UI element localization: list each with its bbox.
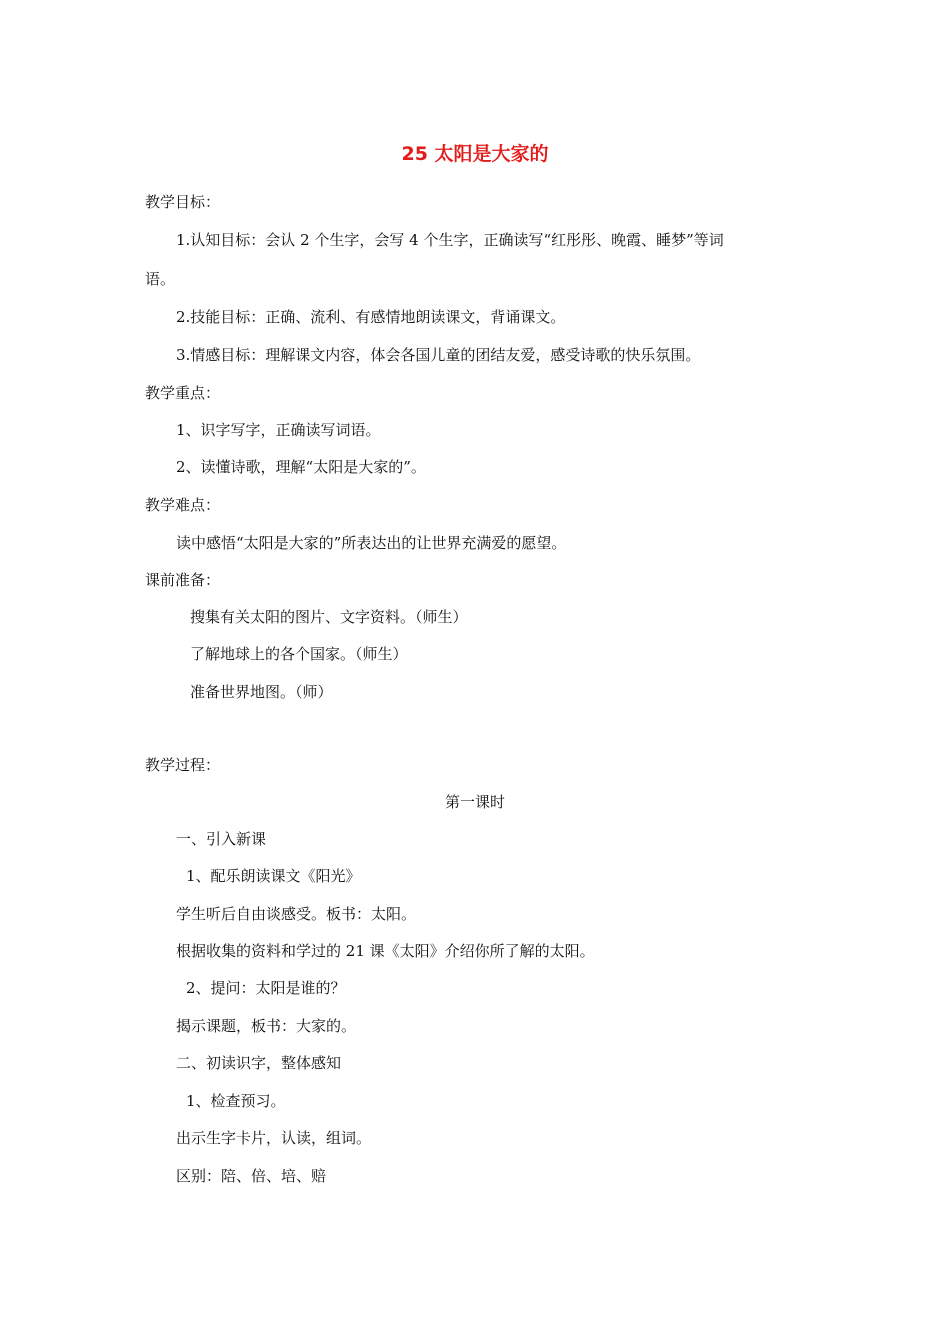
difficulty-heading: 教学难点： <box>145 496 221 514</box>
goal-1-line1: 1.认知目标：会认 2 个生字，会写 4 个生字，正确读写“红彤彤、晚霞、睡梦”等词 <box>176 231 724 249</box>
part-1-item-2: 2、提问：太阳是谁的？ <box>186 979 346 997</box>
part-1-item-1b: 根据收集的资料和学过的 21 课《太阳》介绍你所了解的太阳。 <box>176 942 595 960</box>
goal-3: 3.情感目标：理解课文内容，体会各国儿童的团结友爱，感受诗歌的快乐氛围。 <box>176 346 701 364</box>
part-2-item-1a: 出示生字卡片，认读，组词。 <box>176 1129 372 1147</box>
prep-3: 准备世界地图。（师） <box>190 683 333 701</box>
key-1: 1、识字写字，正确读写词语。 <box>176 421 381 439</box>
part-1-item-1: 1、配乐朗读课文《阳光》 <box>186 867 361 885</box>
document-title: 25 太阳是大家的 <box>401 143 549 165</box>
prep-1: 搜集有关太阳的图片、文字资料。（师生） <box>190 608 468 626</box>
part-1-heading: 一、引入新课 <box>176 830 267 848</box>
lesson-1-heading: 第一课时 <box>444 793 505 811</box>
difficulty-1: 读中感悟“太阳是大家的”所表达出的让世界充满爱的愿望。 <box>176 534 567 552</box>
part-1-item-1a: 学生听后自由谈感受。板书：太阳。 <box>176 905 417 923</box>
goal-2: 2.技能目标：正确、流利、有感情地朗读课文，背诵课文。 <box>176 308 566 326</box>
key-heading: 教学重点： <box>145 384 221 402</box>
goal-1-line2: 语。 <box>145 270 176 288</box>
part-1-item-2a: 揭示课题，板书：大家的。 <box>176 1017 357 1035</box>
process-heading: 教学过程： <box>145 756 221 774</box>
part-2-heading: 二、初读识字，整体感知 <box>176 1054 342 1072</box>
prep-2: 了解地球上的各个国家。（师生） <box>190 645 408 663</box>
key-2: 2、读懂诗歌，理解“太阳是大家的”。 <box>176 458 426 476</box>
part-2-item-1: 1、检查预习。 <box>186 1092 286 1110</box>
goals-heading: 教学目标： <box>145 193 221 211</box>
part-2-item-1b: 区别：陪、倍、培、赔 <box>176 1167 327 1185</box>
prep-heading: 课前准备： <box>145 571 221 589</box>
